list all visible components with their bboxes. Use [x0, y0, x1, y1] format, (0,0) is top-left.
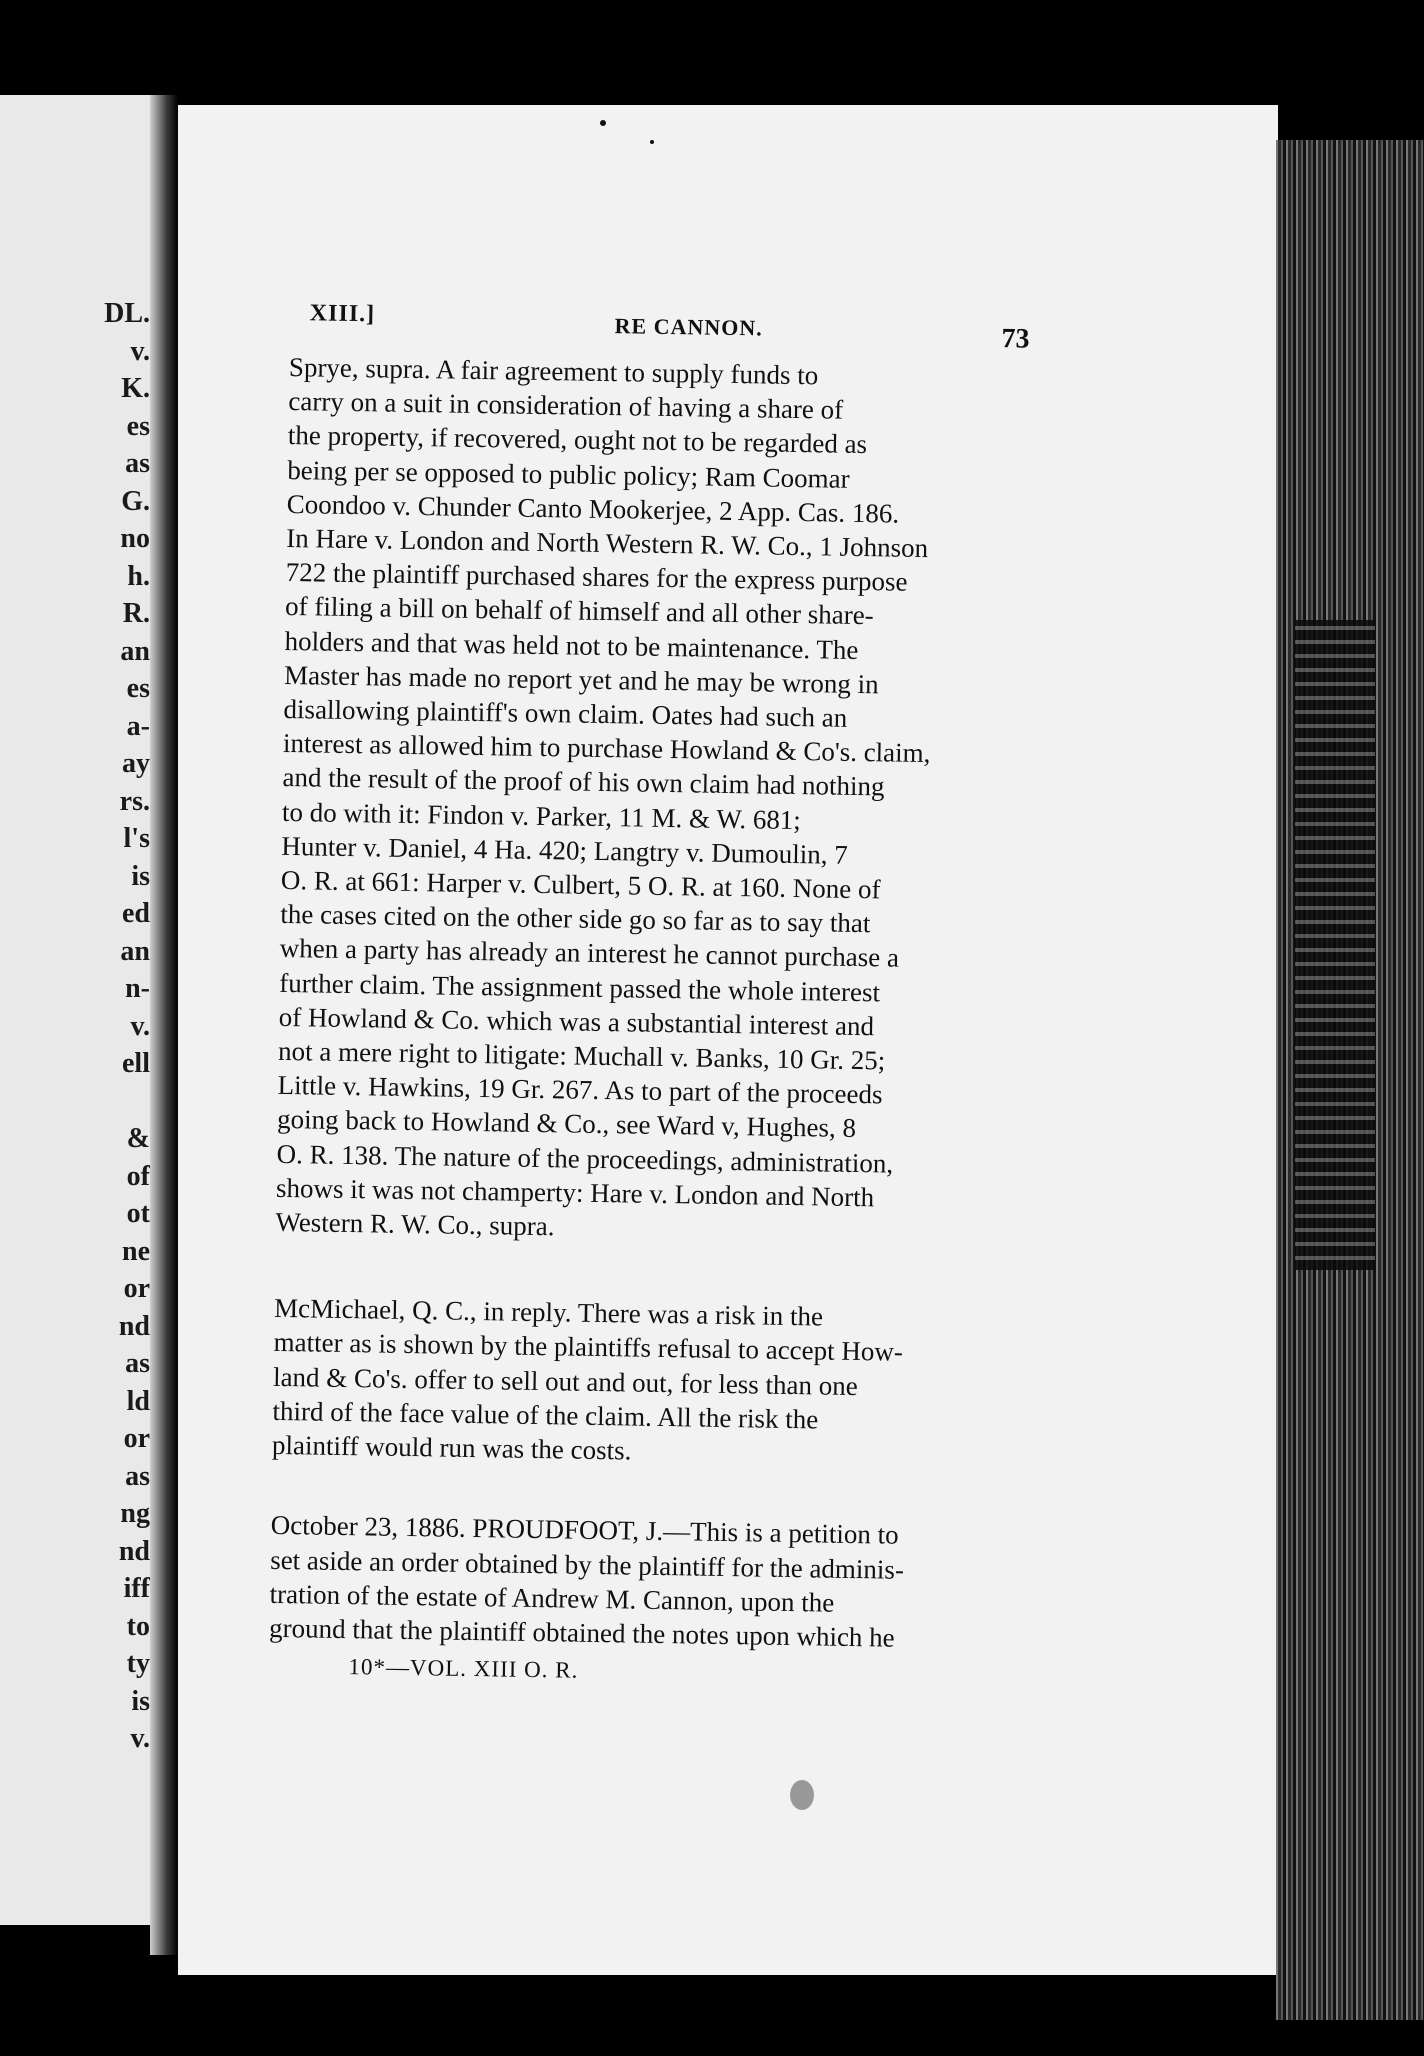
- signature-footer: 10*—VOL. XIII O. R.: [348, 1654, 579, 1683]
- text-line: the cases cited on the other side go so far as to say that: [280, 899, 871, 939]
- left-page-fragment: l's: [123, 823, 150, 854]
- text-line: Hunter v. Daniel, 4 Ha. 420; Langtry v. Dumoulin, 7: [281, 830, 848, 870]
- left-page-fragment: as: [125, 1460, 150, 1492]
- left-page-fragment: v.: [130, 1723, 150, 1754]
- left-page-fragment: R.: [122, 598, 150, 629]
- left-page-fragment: ld: [126, 1385, 150, 1417]
- text-line: shows it was not champerty: Hare v. London and North: [275, 1172, 875, 1213]
- page-number: 73: [1001, 323, 1030, 355]
- text-line: ground that the plaintiff obtained the notes upon which he: [268, 1612, 895, 1653]
- left-page-fragment: K.: [121, 373, 150, 404]
- text-line: not a mere right to litigate: Muchall v. Banks, 10 Gr. 25;: [277, 1035, 886, 1076]
- left-page-fragment: es: [126, 410, 150, 442]
- text-line: tration of the estate of Andrew M. Cannon, upon the: [269, 1578, 835, 1618]
- text-line: McMichael, Q. C., in reply. There was a risk in the: [273, 1293, 824, 1332]
- text-line: carry on a suit in consideration of having a share of: [288, 386, 844, 425]
- left-page-fragment: n-: [125, 973, 150, 1004]
- left-page-fragment: ne: [122, 1235, 150, 1267]
- left-page-fragment: G.: [121, 485, 150, 517]
- text-line: to do with it: Findon v. Parker, 11 M. & W. 681;: [281, 796, 802, 835]
- text-line: going back to Howland & Co., see Ward v, Hughes, 8: [276, 1104, 857, 1144]
- text-line: 722 the plaintiff purchased shares for the express purpose: [285, 557, 908, 597]
- left-page-fragment: rs.: [119, 785, 150, 817]
- text-line: of Howland & Co. which was a substantial interest and: [278, 1001, 875, 1042]
- left-page-fragment: [0, 1083, 150, 1121]
- left-page-fragment: ty: [126, 1648, 150, 1679]
- text-line: In Hare v. London and North Western R. W. Co., 1 Johnson: [286, 522, 929, 564]
- left-page-fragment: DL.: [104, 298, 150, 329]
- text-line: set aside an order obtained by the plaintiff for the adminis-: [269, 1544, 905, 1585]
- text-line: land & Co's. offer to sell out and out, for less than one: [272, 1361, 859, 1401]
- left-page-fragment: iff: [123, 1573, 150, 1604]
- text-line: of filing a bill on behalf of himself and all other share-: [284, 591, 874, 631]
- text-line: being per se opposed to public policy; Ram Coomar: [287, 454, 850, 494]
- text-line: plaintiff would run was the costs.: [271, 1429, 632, 1466]
- text-line: O. R. at 661: Harper v. Culbert, 5 O. R. at 160. None of: [280, 864, 881, 905]
- left-page-fragment: ot: [126, 1198, 150, 1229]
- page-content: [268, 300, 1030, 1691]
- text-line: Master has made no report yet and he may be wrong in: [283, 659, 879, 700]
- left-page-fragment: as: [125, 1348, 150, 1379]
- left-page-fragment: &: [126, 1123, 150, 1154]
- left-page-fragment: ell: [122, 1048, 150, 1079]
- reply-paragraph: [272, 1291, 1015, 1474]
- text-line: matter as is shown by the plaintiffs refusal to accept How-: [273, 1327, 904, 1368]
- page-title: RE CANNON.: [614, 313, 763, 341]
- text-line: and the result of the proof of his own claim had nothing: [282, 762, 885, 802]
- text-line: disallowing plaintiff's own claim. Oates had such an: [283, 693, 848, 733]
- left-page-fragment: es: [126, 673, 150, 704]
- volume-marker: XIII.]: [309, 300, 376, 328]
- text-line: Sprye, supra. A fair agreement to supply funds to: [288, 351, 819, 391]
- left-page-fragment: an: [120, 635, 150, 667]
- text-line: when a party has already an interest he cannot purchase a: [279, 933, 900, 974]
- left-page-fragment: as: [125, 448, 150, 479]
- left-page-fragment: an: [120, 935, 150, 967]
- left-page-fragment: or: [123, 1273, 150, 1304]
- text-line: Western R. W. Co., supra.: [275, 1206, 555, 1242]
- argument-paragraph: [275, 350, 1029, 1251]
- text-line: O. R. 138. The nature of the proceedings, administration,: [276, 1138, 894, 1179]
- left-page-text-fragments: [0, 295, 150, 1758]
- left-page-fragment: is: [131, 860, 150, 892]
- text-line: holders and that was held not to be maintenance. The: [284, 625, 859, 665]
- left-page-fragment: v.: [130, 1010, 150, 1042]
- left-page-fragment: ng: [120, 1498, 150, 1529]
- left-page-fragment: of: [126, 1160, 150, 1192]
- text-line: Coondoo v. Chunder Canto Mookerjee, 2 App. Cas. 186.: [286, 488, 900, 529]
- text-line: third of the face value of the claim. All the risk the: [272, 1395, 819, 1435]
- left-page-fragment: to: [126, 1610, 150, 1642]
- left-page-fragment: no: [120, 523, 150, 554]
- text-line: further claim. The assignment passed the whole interest: [279, 967, 881, 1008]
- text-line: October 23, 1886. PROUDFOOT, J.—This is a petition to: [270, 1510, 899, 1551]
- text-line: the property, if recovered, ought not to be regarded as: [287, 420, 868, 460]
- left-page-fragment: is: [131, 1685, 150, 1717]
- left-page-fragment: nd: [118, 1535, 150, 1567]
- text-line: Little v. Hawkins, 19 Gr. 267. As to part of the proceeds: [277, 1070, 883, 1110]
- book-gutter: [150, 95, 178, 1955]
- library-stamp: [1295, 620, 1375, 1270]
- left-page-fragment: v.: [130, 335, 150, 367]
- text-line: interest as allowed him to purchase Howland & Co's. claim,: [282, 728, 931, 769]
- left-page-fragment: ay: [122, 748, 150, 779]
- left-page-fragment: nd: [118, 1310, 150, 1342]
- left-page-fragment: or: [123, 1423, 150, 1454]
- judgment-paragraph: [269, 1508, 1011, 1656]
- left-page-fragment: ed: [122, 898, 150, 929]
- left-page-fragment: a-: [126, 710, 150, 742]
- left-page-fragment: h.: [127, 560, 150, 592]
